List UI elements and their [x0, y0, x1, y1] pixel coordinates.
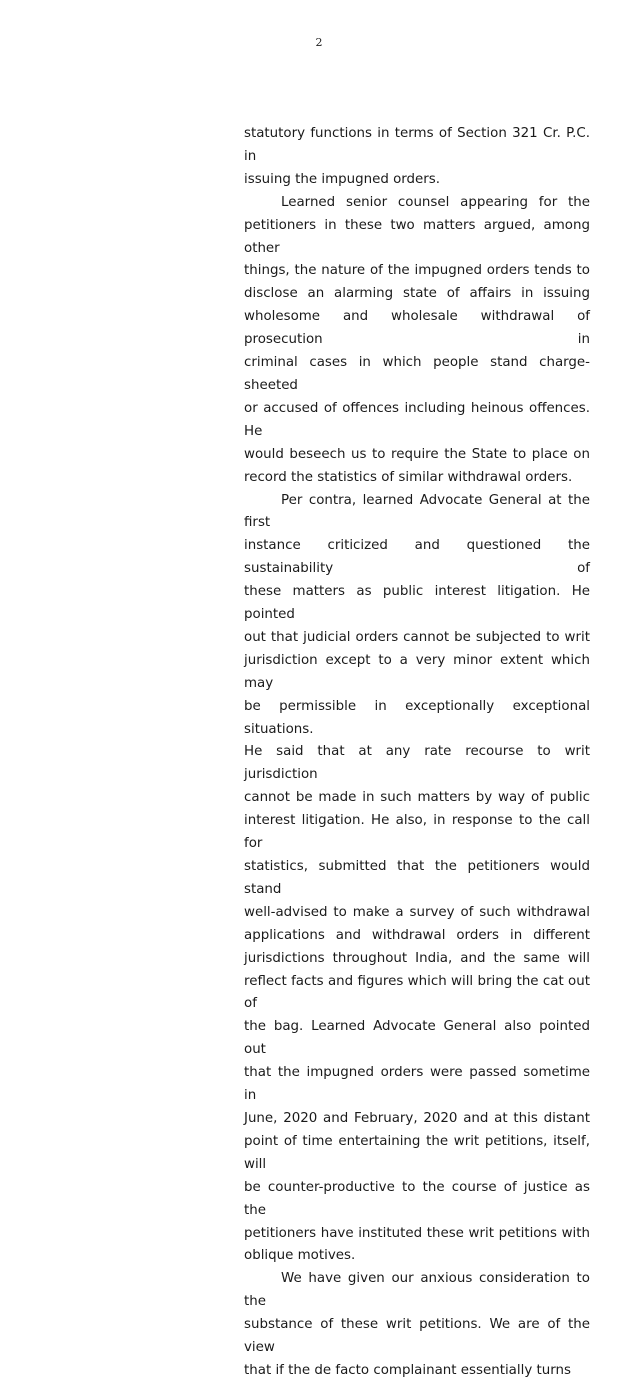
paragraph-1: statutory functions in terms of Section 321 Cr. P.C. in issuing the impugned orders. [244, 126, 590, 187]
paragraph-4: We have given our anxious consideration to the substance of these writ petitions. We are of the view that if the de facto complainant essentially turns [244, 1271, 590, 1378]
paragraph-3: Per contra, learned Advocate General at the first instance criticized and questioned the sustainability of these matters as public interest litigation. He pointed out that judicial orders cannot be subjected to writ jurisdiction except to a very minor extent which may be permissible in exceptionally exceptional situations. He said that at any rate recourse to writ jurisdiction cannot be made in such matters by way of public interest litigation. He also, in response to the call for statistics, submitted that the petitioners would stand well-advised to make a survey of such withdrawal applications and withdrawal orders in different jurisdictions throughout India, and the same will reflect facts and figures which will bring the cat out of the bag. Learned Advocate General also pointed out that the impugned orders were passed sometime in June, 2020 and February, 2020 and at this distant point of time entertaining the writ petitions, itself, will be counter-productive to the course of justice as the petitioners have instituted these writ petitions with oblique motives. [244, 492, 590, 1264]
page-number: 2 [315, 36, 323, 49]
body-text [244, 123, 590, 1383]
paragraph-2: Learned senior counsel appearing for the petitioners in these two matters argued, among other things, the nature of the impugned orders tends to disclose an alarming state of affairs in issuing wholesome and wholesale withdrawal of prosecution in criminal cases in which people stand charge-sheeted or accused of offences including heinous offences. He would beseech us to require the State to place on record the statistics of similar withdrawal orders. [244, 194, 590, 485]
